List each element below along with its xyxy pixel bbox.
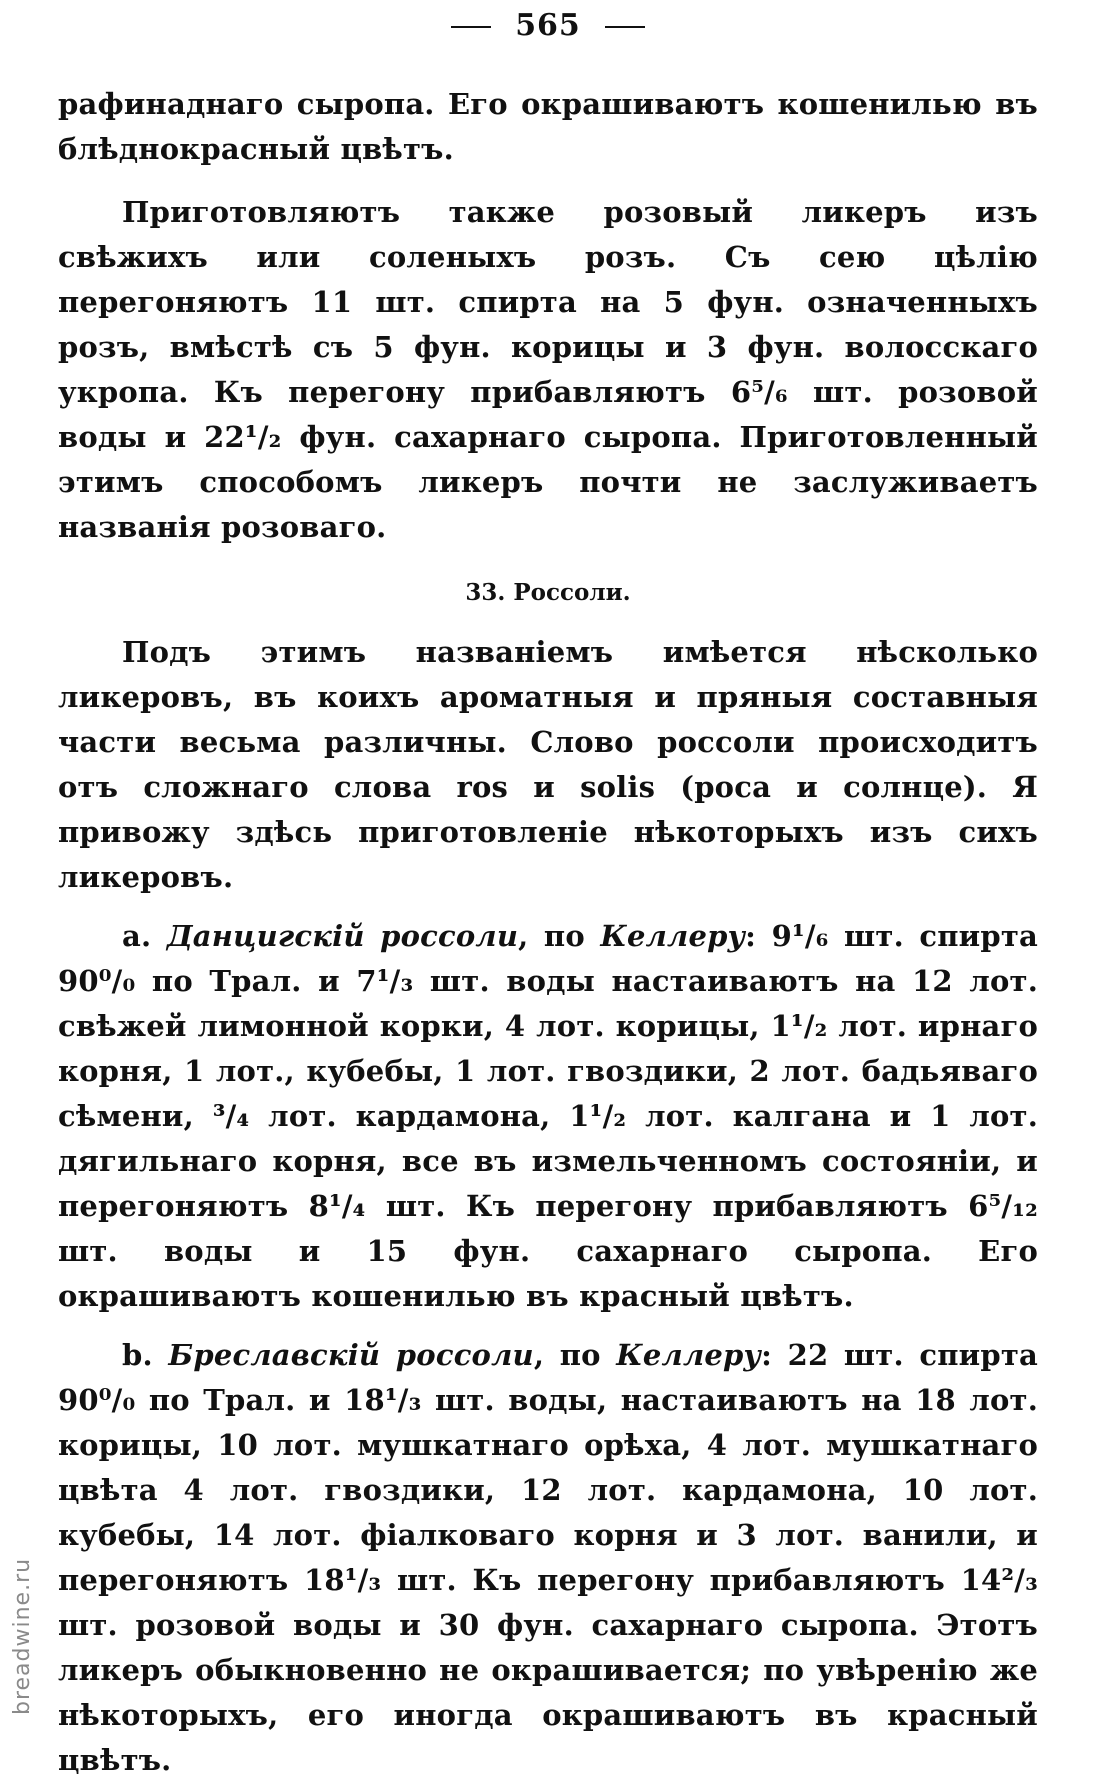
paragraph-continuation: рафинаднаго сыропа. Его окрашиваютъ кошенилью въ блѣднокрасный цвѣтъ. [58, 87, 1038, 166]
paragraph-danzig-rossoli [58, 914, 1038, 1319]
recipe-author: Келлеру [600, 919, 746, 953]
paragraph-rossoli-intro: Подъ этимъ названіемъ имѣется нѣсколько ликеровъ, въ коихъ ароматныя и пряныя составныя части весьма различны. Слово россоли происходитъ отъ сложнаго слова ros и solis (роса и солнце). Я привожу здѣсь приготовленіе нѣкоторыхъ изъ сихъ ликеровъ. [58, 635, 1038, 894]
recipe-text: : 22 шт. спирта 90⁰/₀ по Трал. и 18¹/₃ шт. воды, настаиваютъ на 18 лот. корицы, 10 лот. мушкатнаго орѣха, 4 лот. мушкатнаго цвѣта 4 лот. гвоздики, 12 лот. кардамона, 10 лот. кубебы, 14 лот. фіалковаго корня и 3 лот. ванили, и перегоняютъ 18¹/₃ шт. Къ перегону прибавляютъ 14²/₃ шт. розовой воды и 30 фун. сахарнаго сыропа. Этотъ ликеръ обыкновенно не окрашивается; по увѣренію же нѣкоторыхъ, его иногда окрашиваютъ въ красный цвѣтъ. [58, 1338, 1039, 1777]
recipe-text: : 9¹/₆ шт. спирта 90⁰/₀ по Трал. и 7¹/₃ шт. воды настаиваютъ на 12 лот. свѣжей лимонной корки, 4 лот. корицы, 1¹/₂ лот. ирнаго корня, 1 лот., кубебы, 1 лот. гвоздики, 2 лот. бадьяваго сѣмени, ³/₄ лот. кардамона, 1¹/₂ лот. калгана и 1 лот. дягильнаго корня, все въ измельченномъ состояніи, и перегоняютъ 8¹/₄ шт. Къ перегону прибавляютъ 6⁵/₁₂ шт. воды и 15 фун. сахарнаго сыропа. Его окрашиваютъ кошенилью въ красный цвѣтъ. [58, 919, 1039, 1313]
paragraph-rose-liqueur: Приготовляютъ также розовый ликеръ изъ свѣжихъ или соленыхъ розъ. Съ сею цѣлію перегоняютъ 11 шт. спирта на 5 фун. означенныхъ розъ, вмѣстѣ съ 5 фун. корицы и 3 фун. волосскаго укропа. Къ перегону прибавляютъ 6⁵/₆ шт. розовой воды и 22¹/₂ фун. сахарнаго сыропа. Приготовленный этимъ способомъ ликеръ почти не заслуживаетъ названія розоваго. [58, 195, 1038, 544]
page-header [58, 6, 1038, 46]
paragraph-breslau-rossoli [58, 1333, 1038, 1783]
recipe-title: Бреславскій россоли [168, 1338, 534, 1372]
recipe-by: , по [533, 1338, 617, 1372]
recipe-author: Келлеру [616, 1338, 762, 1372]
section-heading: 33. Россоли. [465, 579, 631, 606]
recipe-title: Данцигскій россоли [166, 919, 519, 953]
header-dash-left [451, 26, 491, 28]
header-dash-right [605, 26, 645, 28]
page-number: 565 [515, 8, 581, 43]
site-watermark: breadwine.ru [10, 1557, 35, 1715]
recipe-by: , по [518, 919, 601, 953]
item-marker: a. [122, 919, 152, 953]
item-marker: b. [122, 1338, 153, 1372]
book-page [58, 0, 1038, 1783]
